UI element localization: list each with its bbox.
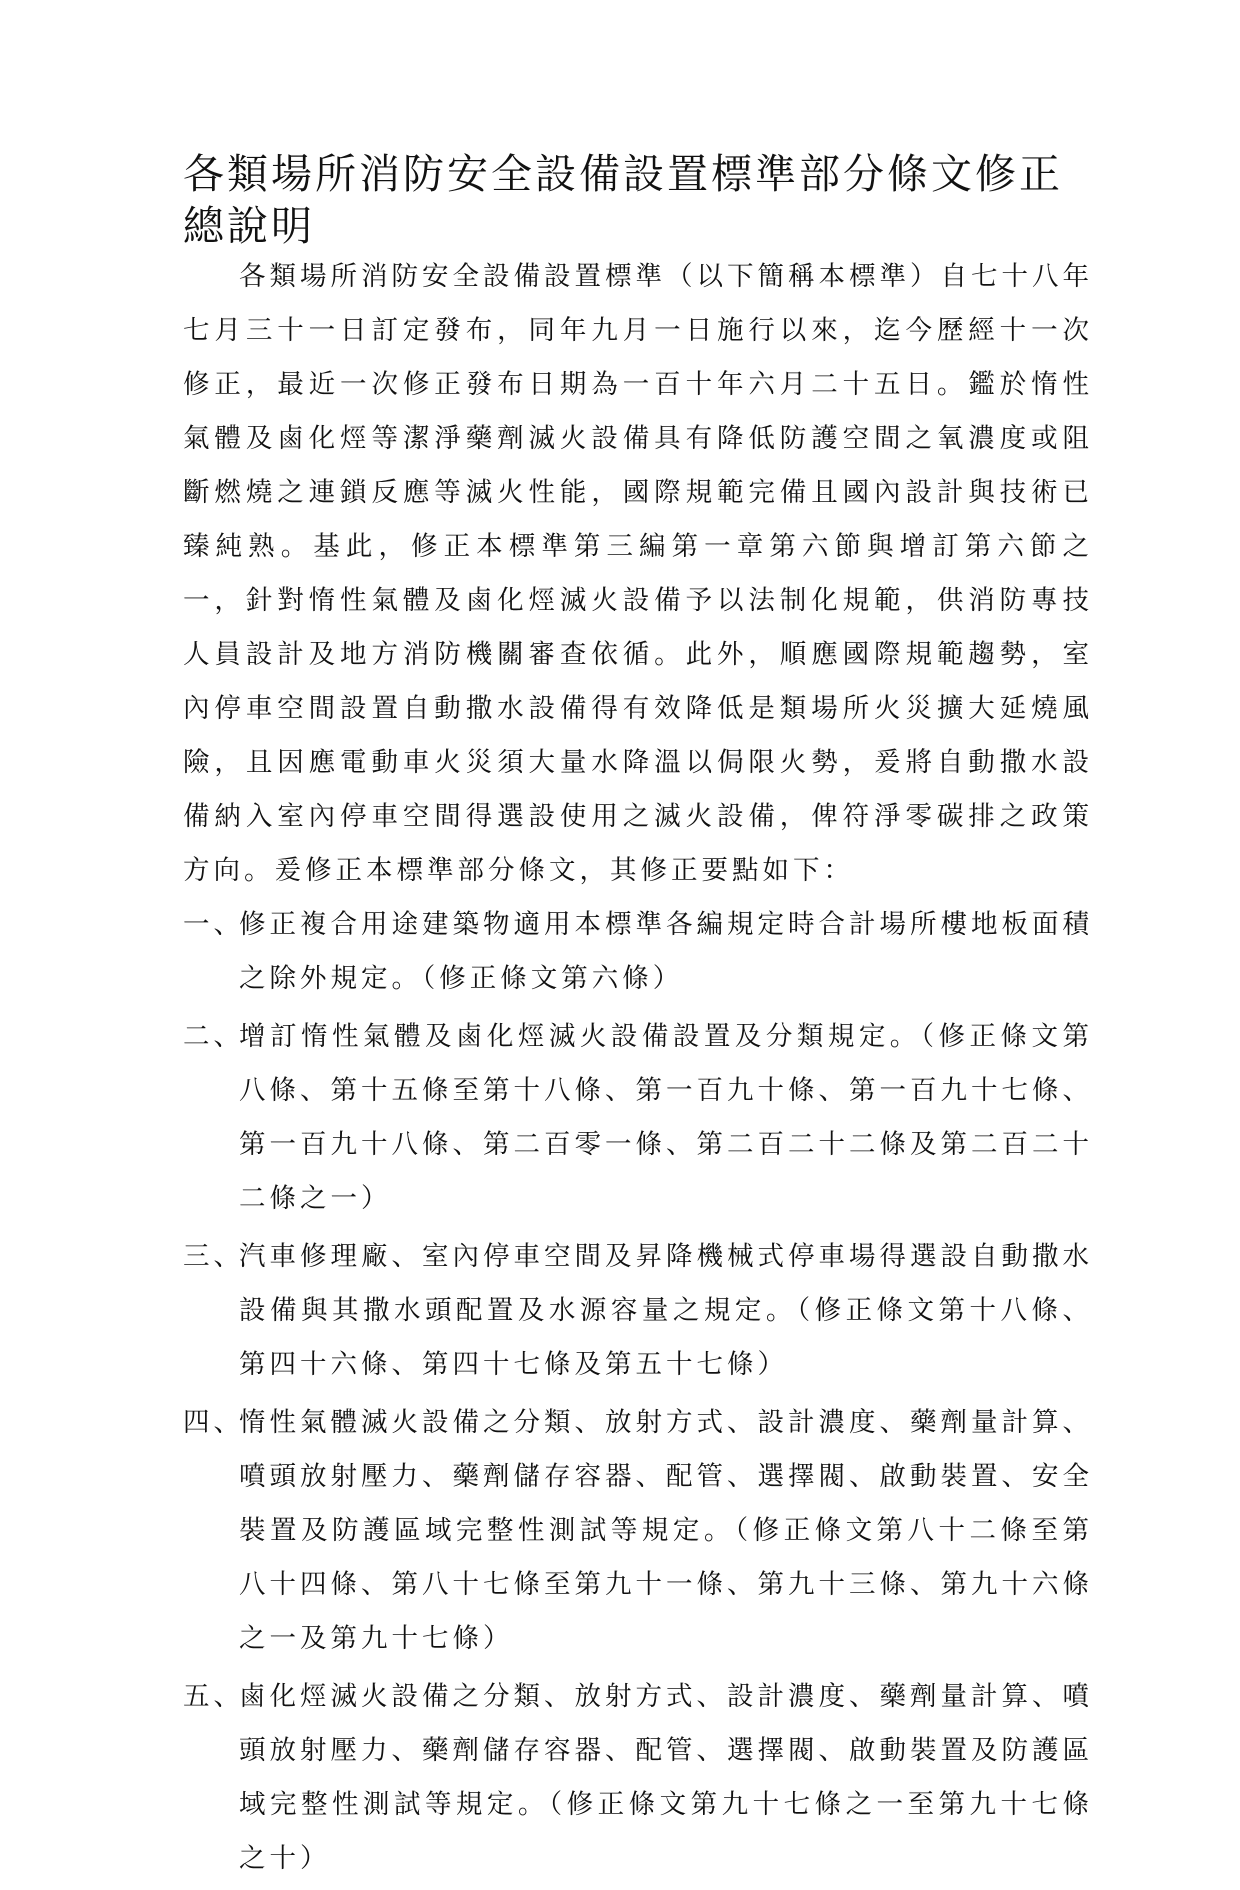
point-number: 四、	[183, 1407, 244, 1438]
amendment-points-list	[183, 898, 1093, 1886]
amendment-point	[183, 1230, 1093, 1392]
point-text: 修正複合用途建築物適用本標準各編規定時合計場所樓地板面積之除外規定。（修正條文第六條）	[239, 909, 1093, 994]
point-text: 汽車修理廠、室內停車空間及昇降機械式停車場得選設自動撒水設備與其撒水頭配置及水源容量之規定。（修正條文第十八條、第四十六條、第四十七條及第五十七條）	[239, 1241, 1093, 1380]
point-text: 增訂惰性氣體及鹵化烴滅火設備設置及分類規定。（修正條文第八條、第十五條至第十八條、第一百九十條、第一百九十七條、第一百九十八條、第二百零一條、第二百二十二條及第二百二十二條之一）	[239, 1021, 1093, 1214]
point-text: 惰性氣體滅火設備之分類、放射方式、設計濃度、藥劑量計算、噴頭放射壓力、藥劑儲存容器、配管、選擇閥、啟動裝置、安全裝置及防護區域完整性測試等規定。（修正條文第八十二條至第八十四條、第八十七條至第九十一條、第九十三條、第九十六條之一及第九十七條）	[239, 1407, 1093, 1654]
document-title: 各類場所消防安全設備設置標準部分條文修正總說明	[183, 150, 1063, 250]
point-number: 五、	[183, 1681, 244, 1712]
intro-paragraph: 各類場所消防安全設備設置標準（以下簡稱本標準）自七十八年七月三十一日訂定發布，同年九月一日施行以來，迄今歷經十一次修正，最近一次修正發布日期為一百十年六月二十五日。鑑於惰性氣體及鹵化烴等潔淨藥劑滅火設備具有降低防護空間之氧濃度或阻斷燃燒之連鎖反應等滅火性能，國際規範完備且國內設計與技術已臻純熟。基此，修正本標準第三編第一章第六節與增訂第六節之一，針對惰性氣體及鹵化烴滅火設備予以法制化規範，供消防專技人員設計及地方消防機關審查依循。此外，順應國際規範趨勢，室內停車空間設置自動撒水設備得有效降低是類場所火災擴大延燒風險，且因應電動車火災須大量水降溫以侷限火勢，爰將自動撒水設備納入室內停車空間得選設使用之滅火設備，俾符淨零碳排之政策方向。爰修正本標準部分條文，其修正要點如下：	[183, 261, 1093, 886]
point-number: 二、	[183, 1021, 244, 1052]
point-number: 一、	[183, 909, 244, 940]
amendment-point	[183, 1010, 1093, 1226]
document-body	[183, 250, 1093, 1890]
amendment-point	[183, 1396, 1093, 1666]
amendment-point	[183, 1670, 1093, 1886]
point-text: 鹵化烴滅火設備之分類、放射方式、設計濃度、藥劑量計算、噴頭放射壓力、藥劑儲存容器、配管、選擇閥、啟動裝置及防護區域完整性測試等規定。（修正條文第九十七條之一至第九十七條之十）	[239, 1681, 1093, 1874]
point-number: 三、	[183, 1241, 244, 1272]
amendment-point	[183, 898, 1093, 1006]
